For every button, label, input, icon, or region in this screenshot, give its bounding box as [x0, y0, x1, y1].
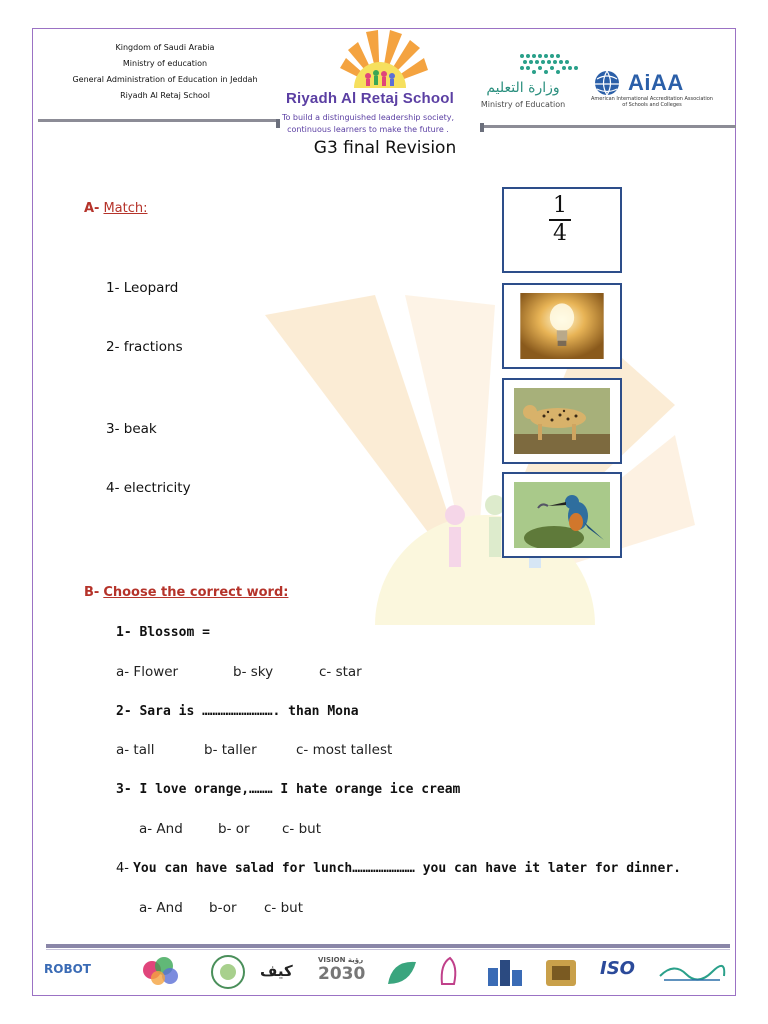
- section-b-heading: [84, 585, 288, 600]
- government-header: [40, 40, 290, 104]
- question-2-option-c: c- most tallest: [296, 742, 393, 758]
- gov-line-ministry: Ministry of education: [122, 59, 208, 68]
- footer-divider-thin: [46, 949, 730, 950]
- question-4-number: 4-: [116, 861, 129, 876]
- fraction-denominator: 4: [553, 221, 567, 246]
- section-a-heading: [84, 201, 148, 216]
- colorful-star-logo-icon: [138, 954, 184, 990]
- question-3-option-b: b- or: [218, 821, 250, 837]
- question-2: 2- Sara is ………………………. than Mona: [116, 704, 359, 719]
- section-b-prefix: B-: [84, 585, 100, 600]
- question-1-option-c: c- star: [319, 664, 362, 680]
- aiaa-subtitle: [590, 96, 714, 108]
- match-box-fraction: [502, 187, 622, 273]
- building-logo-icon: [480, 954, 528, 990]
- question-1-option-a: a- Flower: [116, 664, 179, 680]
- question-4: [116, 861, 681, 876]
- header-divider-left: [38, 119, 276, 122]
- leopard-icon: [514, 388, 610, 454]
- gold-crest-logo-icon: [540, 954, 582, 990]
- fraction-numerator: 1: [553, 193, 567, 218]
- match-item-2: 2- fractions: [106, 339, 183, 355]
- gov-line-administration: General Administration of Education in Jeddah: [72, 75, 258, 84]
- school-motto-line-2: continuous learners to make the future .: [287, 125, 449, 134]
- question-3-option-a: a- And: [139, 821, 183, 837]
- gov-line-school: Riyadh Al Retaj School: [120, 91, 210, 100]
- kaif-logo: كيف: [260, 962, 293, 980]
- ministry-name-english: Ministry of Education: [480, 100, 566, 109]
- page-title: G3 final Revision: [313, 138, 457, 158]
- round-emblem-logo-icon: [210, 954, 246, 990]
- iso-logo: ISO: [600, 958, 635, 979]
- question-3: 3- I love orange,……… I hate orange ice cream: [116, 782, 461, 797]
- section-a-label: Match:: [103, 201, 148, 216]
- school-logo-icon: [320, 28, 440, 92]
- school-motto-line-1: To build a distinguished leadership society,: [281, 113, 455, 122]
- match-box-bird: [502, 472, 622, 558]
- match-item-4: 4- electricity: [106, 480, 191, 496]
- leaf-logo-icon: [382, 954, 422, 990]
- header-divider-right: [480, 125, 736, 128]
- school-name: Riyadh Al Retaj School: [285, 90, 455, 107]
- calligraphy-logo-icon: [436, 954, 462, 990]
- arabic-calligraphy-logo-icon: [656, 954, 726, 990]
- kingfisher-bird-icon: [514, 482, 610, 548]
- vision-logo-top: VISION رؤية: [318, 956, 364, 964]
- match-item-1: 1- Leopard: [106, 280, 179, 296]
- match-item-3: 3- beak: [106, 421, 157, 437]
- footer-divider: [46, 944, 730, 948]
- section-b-label: Choose the correct word:: [103, 585, 289, 600]
- question-1: 1- Blossom =: [116, 625, 210, 640]
- watermark-logo-icon: [255, 295, 695, 625]
- question-2-option-a: a- tall: [116, 742, 155, 758]
- question-4-text: You can have salad for lunch…………………… you can have it later for dinner.: [133, 861, 681, 876]
- fraction-one-quarter: [548, 193, 572, 247]
- school-motto: [268, 112, 468, 136]
- aiaa-logo-text: AiAA: [628, 70, 684, 95]
- ministry-name-arabic: وزارة التعليم: [486, 80, 560, 96]
- question-4-option-c: c- but: [264, 900, 304, 916]
- question-4-option-b: b-or: [209, 900, 237, 916]
- aiaa-subtitle-line-1: American International Accreditation Association: [591, 96, 713, 102]
- question-2-option-b: b- taller: [204, 742, 257, 758]
- globe-icon: [592, 70, 622, 96]
- vision-2030-logo: 2030: [318, 964, 366, 984]
- section-a-prefix: A-: [84, 201, 100, 216]
- question-3-option-c: c- but: [282, 821, 322, 837]
- match-box-bulb: [502, 283, 622, 369]
- aiaa-subtitle-line-2: of Schools and Colleges: [622, 102, 682, 108]
- question-1-option-b: b- sky: [233, 664, 274, 680]
- gov-line-country: Kingdom of Saudi Arabia: [115, 43, 215, 52]
- light-bulb-icon: [514, 293, 610, 359]
- question-4-option-a: a- And: [139, 900, 183, 916]
- robot-logo: ROBOT: [44, 962, 91, 976]
- match-box-leopard: [502, 378, 622, 464]
